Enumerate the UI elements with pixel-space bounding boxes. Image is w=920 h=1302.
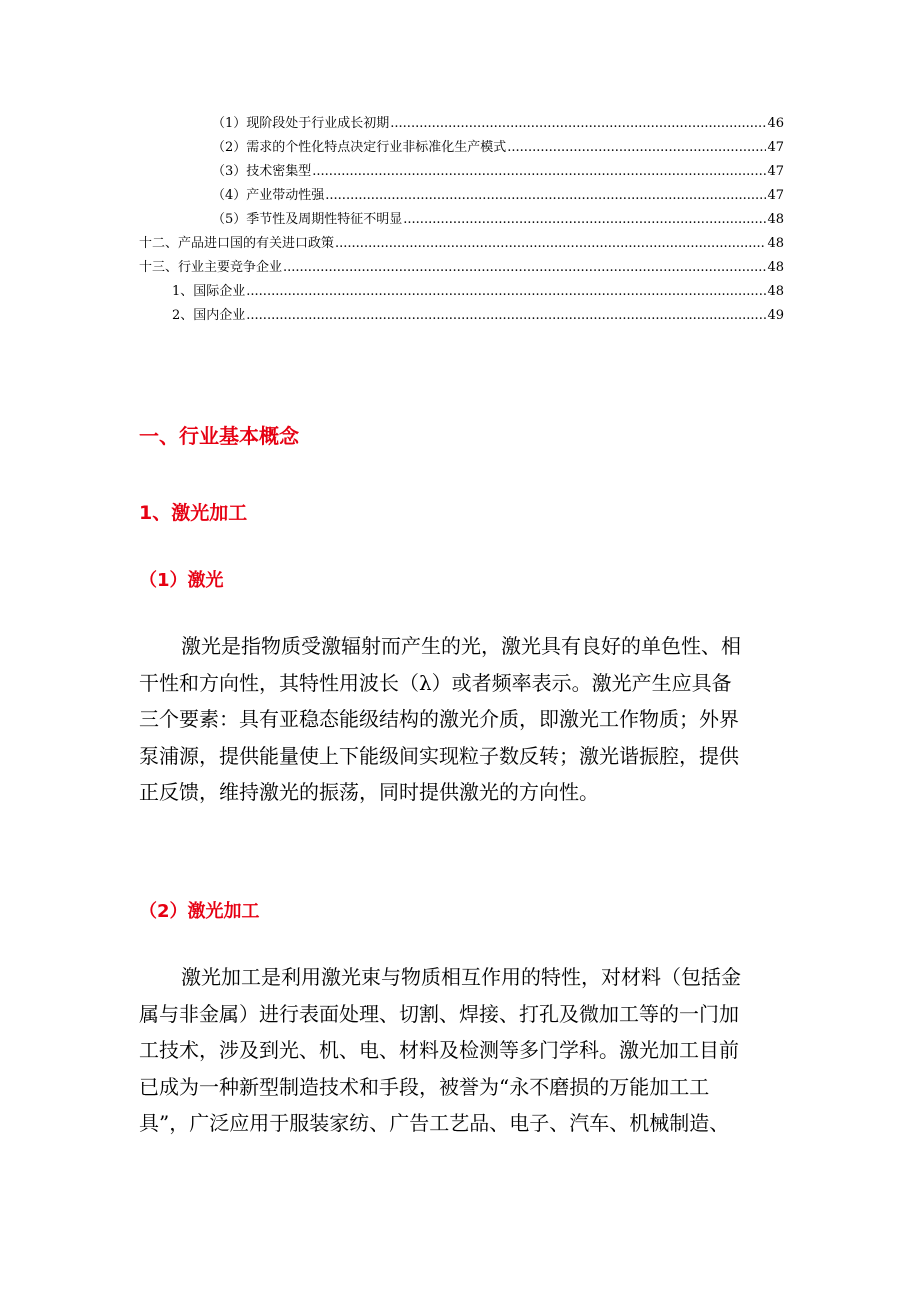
toc-entry-label: 1、国际企业: [172, 284, 246, 299]
paragraph-line: 三个要素：具有亚稳态能级结构的激光介质，即激光工作物质；外界: [139, 707, 739, 731]
toc-entry[interactable]: [212, 136, 784, 160]
toc-entry-page: 48: [767, 284, 784, 299]
toc-entry-label: （4）产业带动性强: [212, 188, 325, 203]
toc-entry-page: 47: [767, 188, 784, 203]
paragraph: [139, 628, 783, 811]
paragraph-line: 激光是指物质受激辐射而产生的光，激光具有良好的单色性、相: [181, 634, 741, 658]
toc-entry[interactable]: [139, 256, 784, 280]
toc-entry[interactable]: [172, 304, 784, 328]
subsection-heading: 1、激光加工: [139, 502, 248, 524]
toc-dot-leader: [507, 136, 766, 160]
toc-entry-label: 十二、产品进口国的有关进口政策: [139, 236, 335, 251]
paragraph-line: 干性和方向性，其特性用波长（λ）或者频率表示。激光产生应具备: [139, 670, 732, 695]
toc-entry-label: 十三、行业主要竞争企业: [139, 260, 283, 275]
paragraph-line: 具”，广泛应用于服装家纺、广告工艺品、电子、汽车、机械制造、: [139, 1111, 730, 1135]
toc-entry-page: 48: [767, 260, 784, 275]
toc-entry-page: 47: [767, 164, 784, 179]
paragraph-line: 泵浦源，提供能量使上下能级间实现粒子数反转；激光谐振腔，提供: [139, 743, 739, 768]
toc-entry[interactable]: [212, 160, 784, 184]
toc-entry-page: 48: [767, 236, 784, 251]
toc-dot-leader: [283, 256, 766, 280]
item-heading: （2）激光加工: [139, 901, 260, 922]
toc-entry-page: 49: [767, 308, 784, 323]
toc-entry[interactable]: [172, 280, 784, 304]
toc-dot-leader: [335, 232, 766, 256]
toc-entry-label: （5）季节性及周期性特征不明显: [212, 212, 403, 227]
toc-dot-leader: [390, 112, 766, 136]
toc-entry-page: 47: [767, 140, 784, 155]
toc-entry-page: 46: [767, 116, 784, 131]
toc-entry-label: 2、国内企业: [172, 308, 246, 323]
toc-dot-leader: [325, 184, 766, 208]
toc-dot-leader: [246, 280, 766, 304]
toc-entry-page: 48: [767, 212, 784, 227]
section-heading: 一、行业基本概念: [139, 424, 299, 448]
toc-entry[interactable]: [212, 208, 784, 232]
item-heading: （1）激光: [139, 570, 224, 591]
paragraph-line: 属与非金属）进行表面处理、切割、焊接、打孔及微加工等的一门加: [139, 1001, 739, 1026]
toc-entry-label: （1）现阶段处于行业成长初期: [212, 116, 390, 131]
toc-entry[interactable]: [139, 232, 784, 256]
paragraph-line: 已成为一种新型制造技术和手段，被誉为“永不磨损的万能加工工: [139, 1074, 710, 1099]
toc-entry[interactable]: [212, 112, 784, 136]
toc-dot-leader: [403, 208, 766, 232]
toc-entry[interactable]: [212, 184, 784, 208]
paragraph-line: 正反馈，维持激光的振荡，同时提供激光的方向性。: [139, 780, 599, 804]
paragraph-line: 工技术，涉及到光、机、电、材料及检测等多门学科。激光加工目前: [139, 1038, 739, 1062]
toc-dot-leader: [312, 160, 766, 184]
toc-entry-label: （2）需求的个性化特点决定行业非标准化生产模式: [212, 140, 507, 155]
toc-entry-label: （3）技术密集型: [212, 164, 312, 179]
toc-dot-leader: [246, 304, 766, 328]
paragraph: [139, 959, 783, 1142]
paragraph-line: 激光加工是利用激光束与物质相互作用的特性，对材料（包括金: [181, 965, 741, 989]
